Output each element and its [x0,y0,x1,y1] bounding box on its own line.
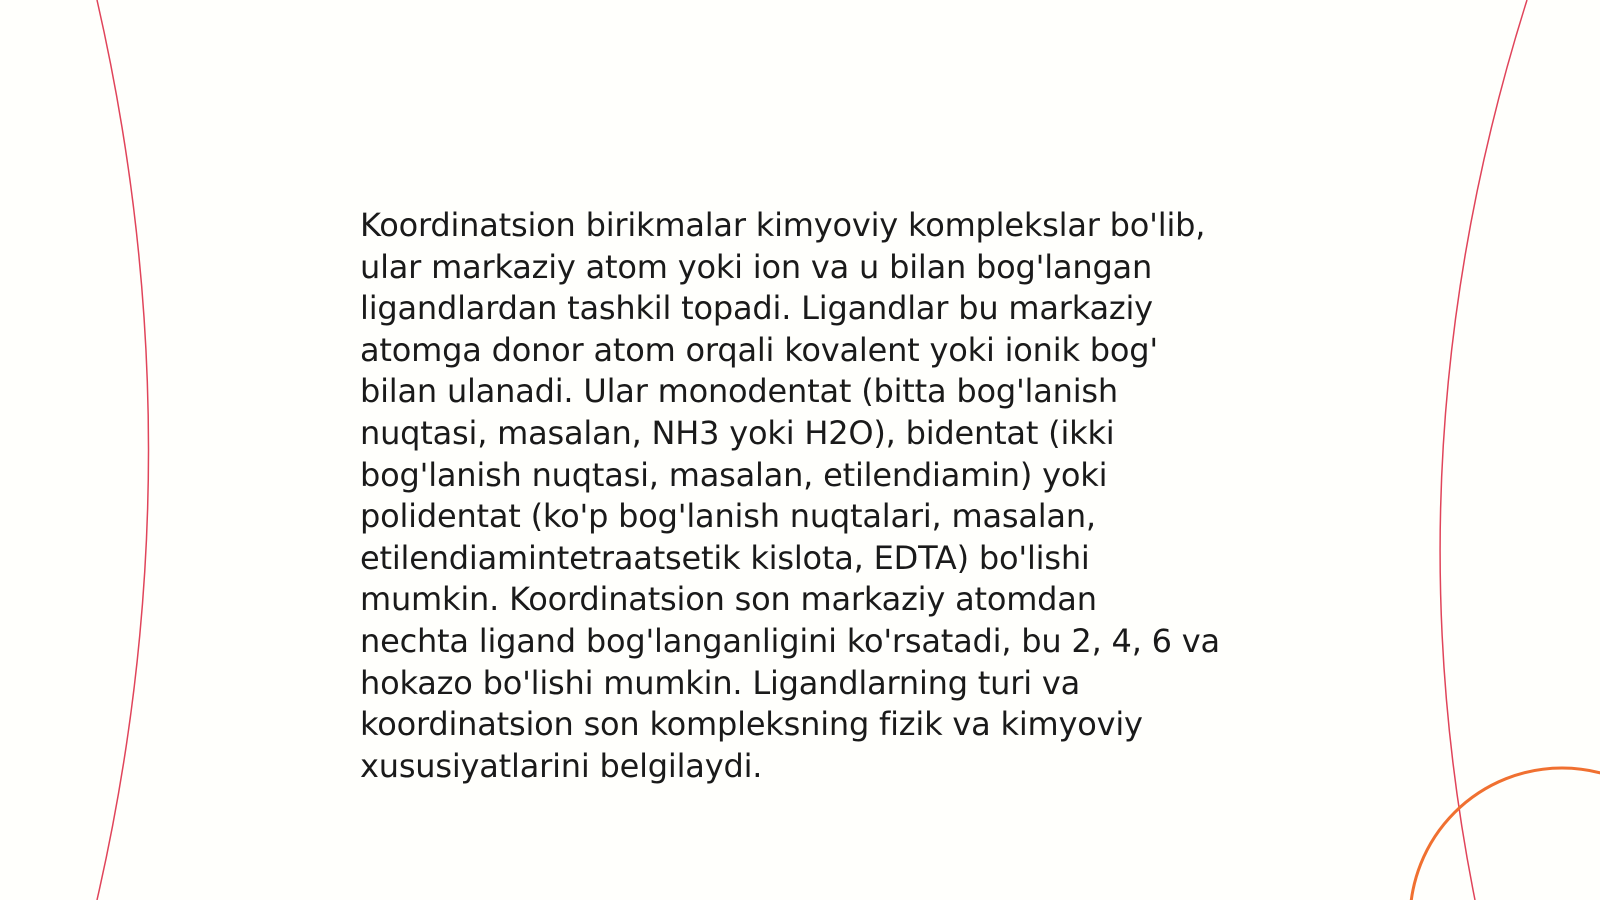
paragraph-line: polidentat (ko'p bog'lanish nuqtalari, masalan, [360,497,1096,536]
paragraph-line: xususiyatlarini belgilaydi. [360,746,763,785]
orange-arc [1410,768,1600,900]
paragraph-line: Koordinatsion birikmalar kimyoviy komplekslar bo'lib, [360,206,1206,244]
paragraph-line: nechta ligand bog'langanligini ko'rsatadi, bu 2, 4, 6 va [360,621,1220,660]
paragraph-line: hokazo bo'lishi mumkin. Ligandlarning turi va [360,663,1081,702]
paragraph-line: koordinatsion son kompleksning fizik va kimyoviy [360,705,1143,744]
paragraph-line: etilendiamintetraatsetik kislota, EDTA) bo'lishi [360,538,1090,577]
paragraph-line: nuqtasi, masalan, NH3 yoki H2O), bidentat (ikki [360,413,1115,452]
paragraph-line: mumkin. Koordinatsion son markaziy atomdan [360,580,1097,619]
right-curve [1440,0,1527,900]
paragraph-line: ular markaziy atom yoki ion va u bilan bog'langan [360,247,1153,286]
left-curve [97,0,149,900]
body-paragraph [360,205,1260,787]
paragraph-line: bilan ulanadi. Ular monodentat (bitta bog'lanish [360,372,1118,411]
paragraph-line: bog'lanish nuqtasi, masalan, etilendiamin) yoki [360,455,1108,494]
paragraph-line: ligandlardan tashkil topadi. Ligandlar bu markaziy [360,289,1153,328]
paragraph-line: atomga donor atom orqali kovalent yoki ionik bog' [360,330,1158,369]
